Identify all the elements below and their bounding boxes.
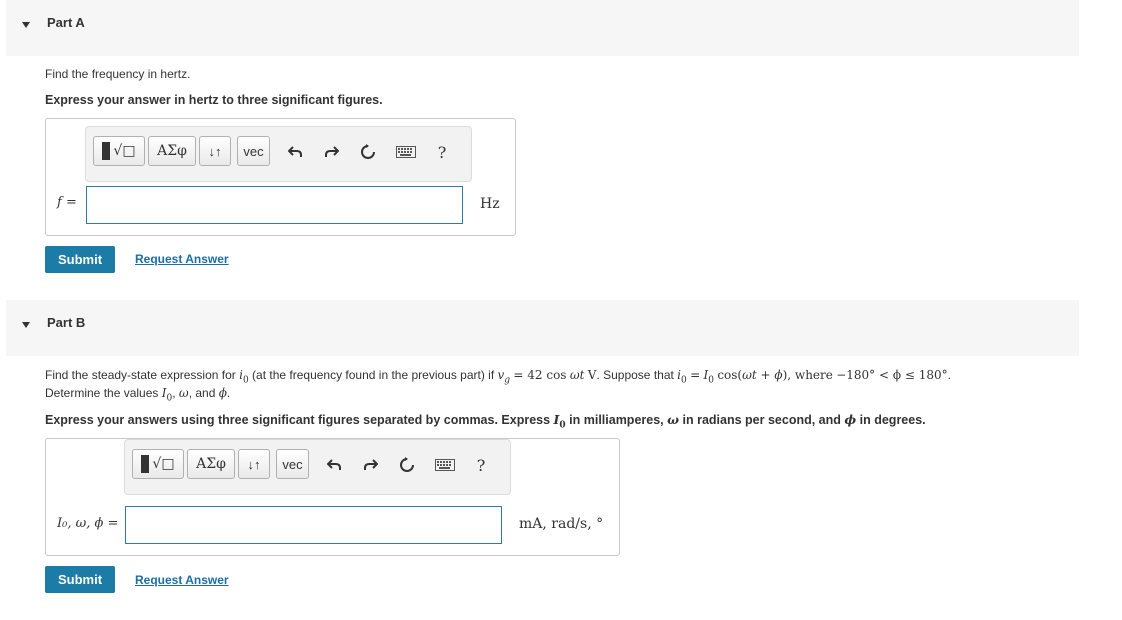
- keyboard-icon[interactable]: [434, 456, 456, 474]
- collapse-caret-icon[interactable]: [22, 322, 30, 328]
- undo-icon[interactable]: [286, 143, 304, 161]
- part-b-answer-box: [45, 438, 620, 556]
- part-b-instruction: Express your answers using three significant figures separated by commas. Express $I_0$ in milliamperes, ω in radians per second, and ϕ in degrees.: [45, 412, 926, 431]
- part-b-submit-button[interactable]: Submit: [45, 566, 115, 593]
- redo-icon[interactable]: [323, 143, 341, 161]
- part-a-instruction: Express your answer in hertz to three significant figures.: [45, 93, 383, 107]
- help-button[interactable]: ?: [476, 455, 486, 475]
- part-a-answer-input[interactable]: [86, 186, 463, 224]
- part-b-question-line2: Determine the values $I_0$, ω, and ϕ.: [45, 386, 231, 404]
- undo-icon[interactable]: [325, 456, 343, 474]
- arrows-button[interactable]: ↓↑: [199, 136, 231, 166]
- part-b-title: Part B: [47, 315, 86, 330]
- part-b-math-toolbar: [124, 439, 511, 495]
- part-a-submit-button[interactable]: Submit: [45, 246, 115, 273]
- reset-icon[interactable]: [398, 456, 416, 474]
- help-button[interactable]: ?: [437, 142, 447, 162]
- part-b-header[interactable]: [6, 300, 1079, 356]
- part-b-answer-input[interactable]: [125, 506, 502, 544]
- collapse-caret-icon[interactable]: [22, 22, 30, 28]
- reset-icon[interactable]: [359, 143, 377, 161]
- part-b-request-answer-link[interactable]: Request Answer: [135, 573, 229, 587]
- part-a-question: Find the frequency in hertz.: [45, 67, 191, 81]
- part-b-variable-label: I₀, ω, ϕ =: [57, 516, 119, 531]
- arrows-button[interactable]: ↓↑: [238, 449, 270, 479]
- templates-button[interactable]: √□: [132, 449, 184, 479]
- part-a-answer-box: [45, 118, 516, 236]
- part-a-math-toolbar: [85, 126, 472, 182]
- part-b-question-line1: Find the steady-state expression for $i_0$ (at the frequency found in the previous part) if $v_g = 42$ cos ωt V. Suppose that $i_0 = I_0$ cos(ωt + ϕ), where −180° < ϕ ≤ 180°.: [45, 368, 951, 386]
- redo-icon[interactable]: [362, 456, 380, 474]
- part-a-request-answer-link[interactable]: Request Answer: [135, 252, 229, 266]
- part-a-unit: Hz: [480, 196, 500, 212]
- templates-button[interactable]: √□: [93, 136, 145, 166]
- vector-button[interactable]: vec: [276, 449, 309, 479]
- keyboard-icon[interactable]: [395, 143, 417, 161]
- part-b-unit: mA, rad/s, °: [519, 516, 604, 532]
- vector-button[interactable]: vec: [237, 136, 270, 166]
- greek-symbols-button[interactable]: ΑΣφ: [187, 449, 235, 479]
- part-a-header[interactable]: [6, 0, 1079, 56]
- greek-symbols-button[interactable]: ΑΣφ: [148, 136, 196, 166]
- part-a-title: Part A: [47, 15, 85, 30]
- part-a-variable-label: f =: [57, 195, 77, 210]
